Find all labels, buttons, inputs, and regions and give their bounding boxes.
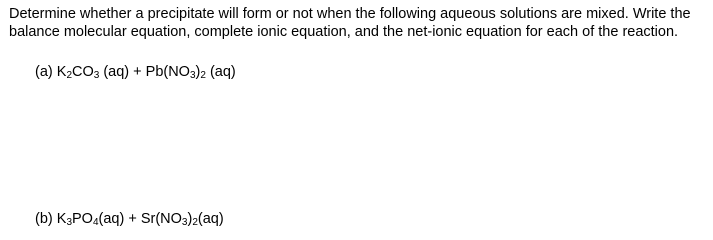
part-a-co-subscript: 3 [93,70,100,81]
part-b-label: (b) [35,211,53,227]
part-b-po-subscript: 4 [92,217,99,228]
part-b-close-paren: ) [187,211,193,227]
part-b-po: PO [72,211,93,227]
part-a-close-paren: ) [195,64,201,80]
question-text [9,5,709,41]
part-a-paren-subscript: 2 [200,70,206,81]
part-b-k: K [56,211,67,227]
question-line-1: Determine whether a precipitate will form or not when the following aqueous solutions are mixed. Write the [9,6,691,22]
part-a-k-subscript: 2 [66,70,72,81]
part-a-equation [35,63,236,81]
part-b-k-subscript: 3 [66,217,72,228]
part-b-no-subscript: 3 [181,217,188,228]
part-a-middle: (aq) + Pb(NO [99,64,190,80]
part-a-label: (a) [35,64,53,80]
part-b-middle: (aq) + Sr(NO [98,211,182,227]
part-a-no-subscript: 3 [189,70,196,81]
part-b-end: (aq) [197,211,224,227]
part-a-co: CO [72,64,94,80]
part-a-k: K [56,64,67,80]
question-line-2: balance molecular equation, complete ionic equation, and the net-ionic equation for each of the reaction. [9,24,679,40]
part-a-end: (aq) [205,64,236,80]
part-b-paren-subscript: 2 [192,217,198,228]
part-b-equation [35,210,224,228]
